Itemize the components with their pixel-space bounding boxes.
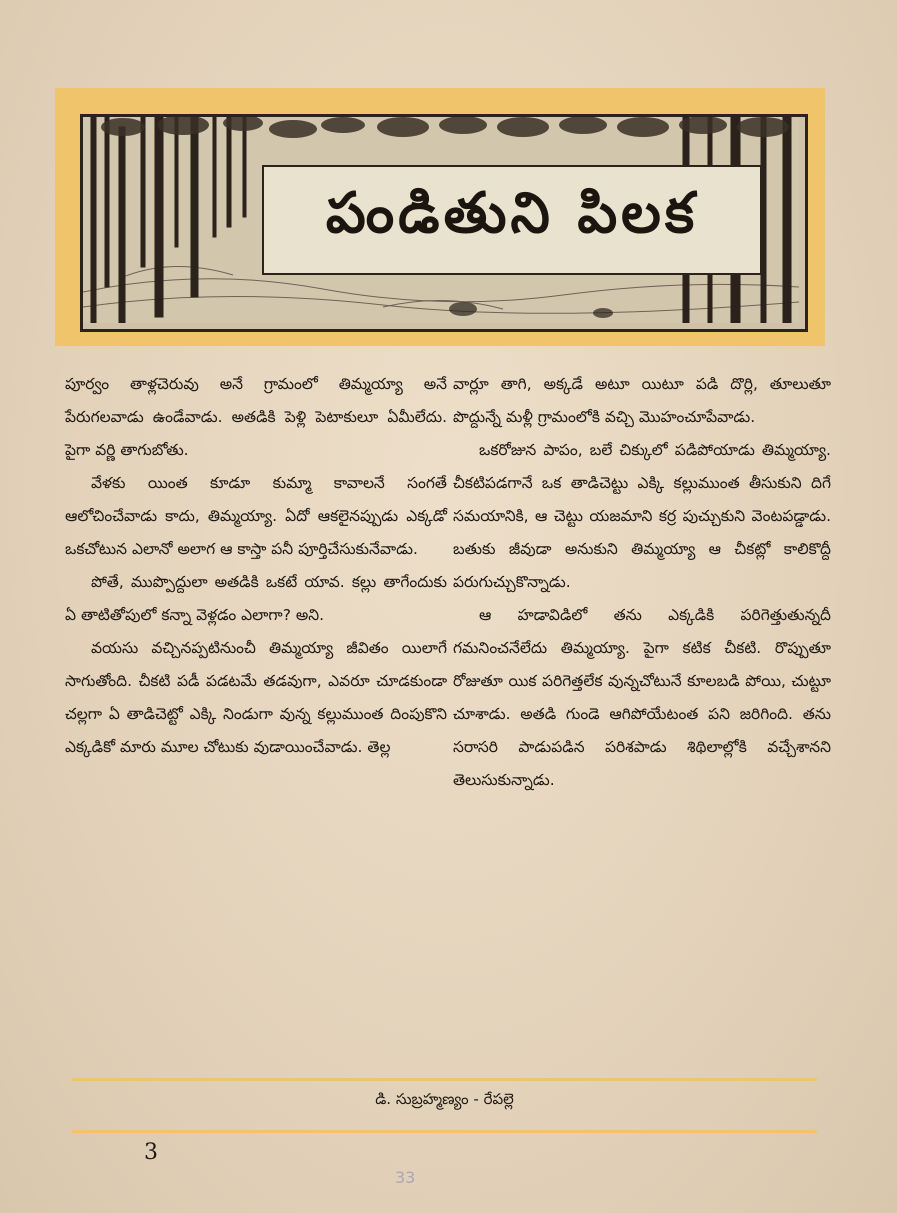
byline: డి. సుబ్రహ్మణ్యం - రేపల్లె <box>375 1090 514 1108</box>
divider-top <box>72 1078 817 1081</box>
paragraph: వేళకు యింత కూడూ కుమ్మా కావాలనే సంగతే ఆలోచించేవాడు కాదు, తిమ్మయ్యా. ఏదో ఆకలైనప్పుడు ఎక్కడో ఒకచోటున ఎలానో అలాగ ఆ కాస్తా పనీ పూర్తిచేసుకునేవాడు. <box>65 474 447 558</box>
paragraph: పోతే, ముప్పొద్దులా అతడికి ఒకటే యావ. కల్లు తాగేందుకు ఏ తాటితోపులో కన్నా వెళ్లడం ఎలాగా? అని. <box>65 573 447 624</box>
paragraph: వార్లూ తాగి, అక్కడే అటూ యిటూ పడి దొర్లి, తూలుతూ పొద్దున్నే మళ్లీ గ్రామంలోకి వచ్చి మొహంచూపేవాడు. <box>453 375 831 426</box>
paragraph: ఆ హడావిడిలో తను ఎక్కడికి పరిగెత్తుతున్నదీ గమనించనేలేదు తిమ్మయ్యా. పైగా కటిక చీకటి. రొప్పుతూ రోజుతూ యిక పరిగెత్తలేక వున్నచోటునే కూలబడి పోయి, చుట్టూ చూశాడు. అతడి గుండె ఆగిపోయేటంత పని జరిగింది. తను సరాసరి పాడుపడిన పరిశపాడు శిథిలాల్లోకి వచ్చేశానని తెలుసుకున్నాడు. <box>453 606 831 789</box>
title-box <box>262 165 762 275</box>
archive-stamp: 33 <box>395 1168 416 1187</box>
left-column <box>65 368 447 764</box>
story-title: పండితుని పిలక <box>325 180 699 246</box>
right-column <box>453 368 831 797</box>
paragraph: వయసు వచ్చినప్పటినుంచీ తిమ్మయ్యా జీవితం యిలాగే సాగుతోంది. చీకటి పడీ పడటమే తడవుగా, ఎవరూ చూడకుండా చల్లగా ఏ తాడిచెట్టో ఎక్కి నిండుగా వున్న కల్లుముంత దింపుకొని ఎక్కడికో మారు మూల చోటుకు వుడాయించేవాడు. తెల్ల <box>65 639 447 756</box>
paragraph: ఒకరోజున పాపం, బలే చిక్కులో పడిపోయాడు తిమ్మయ్యా. చీకటిపడగానే ఒక తాడిచెట్టు ఎక్కి కల్లుముంత తీసుకుని దిగే సమయానికి, ఆ చెట్టు యజమాని కర్ర పుచ్చుకుని వెంటపడ్డాడు. బతుకు జీవుడా అనుకుని తిమ్మయ్యా ఆ చీకట్లో కాలికొద్దీ పరుగుచ్చుకొన్నాడు. <box>453 441 831 591</box>
divider-bottom <box>72 1130 817 1133</box>
paragraph: పూర్వం తాళ్లచెరువు అనే గ్రామంలో తిమ్మయ్యా అనే పేరుగలవాడు ఉండేవాడు. అతడికి పెళ్లి పెటాకులూ ఏమీలేదు. పైగా వర్ణి తాగుబోతు. <box>65 375 447 459</box>
page-number: 3 <box>144 1140 158 1165</box>
